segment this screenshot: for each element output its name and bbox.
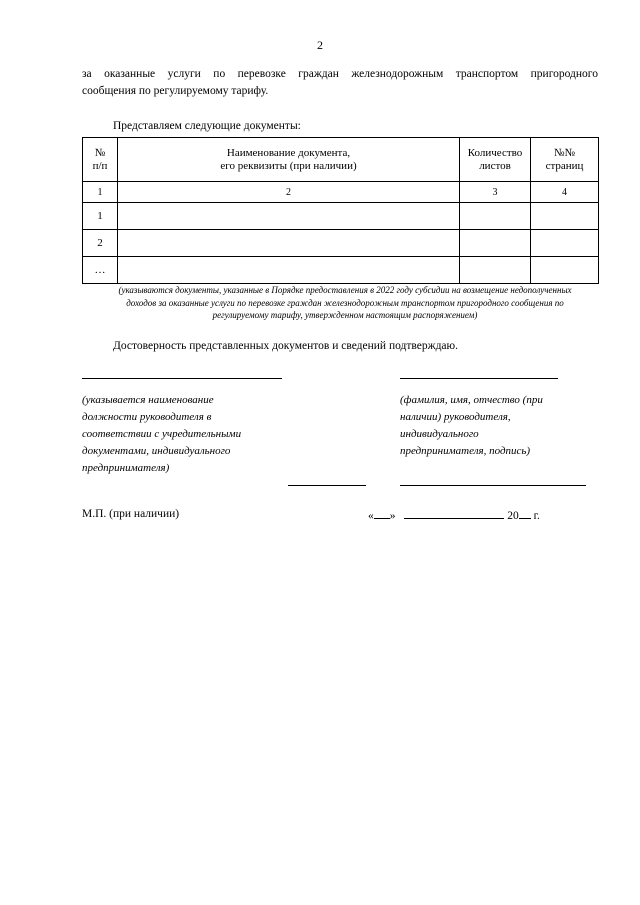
header-document-name: Наименование документа, его реквизиты (при наличии)	[118, 138, 460, 182]
row-number: 2	[83, 230, 118, 257]
year-blank[interactable]	[519, 508, 531, 519]
sheets-count-cell[interactable]	[460, 257, 531, 284]
intro-line-2: сообщения по регулируемому тарифу.	[82, 85, 269, 97]
table-row	[83, 257, 599, 284]
table-row	[83, 203, 599, 230]
column-number: 4	[531, 182, 599, 203]
page-numbers-cell[interactable]	[531, 257, 599, 284]
documents-heading: Представляем следующие документы:	[113, 120, 301, 132]
page-numbers-cell[interactable]	[531, 230, 599, 257]
month-blank[interactable]	[404, 508, 504, 519]
intro-paragraph	[82, 66, 598, 100]
signature-line[interactable]	[288, 485, 366, 486]
seal-label: М.П. (при наличии)	[82, 508, 180, 520]
column-number: 2	[118, 182, 460, 203]
sheets-count-cell[interactable]	[460, 230, 531, 257]
confirmation-statement: Достоверность представленных документов и сведений подтверждаю.	[113, 340, 458, 352]
day-blank[interactable]	[374, 508, 390, 519]
column-number: 3	[460, 182, 531, 203]
position-signature-line[interactable]	[82, 378, 282, 379]
documents-table	[82, 137, 599, 284]
table-row	[83, 230, 599, 257]
signature-decoding-line[interactable]	[400, 485, 586, 486]
page-number: 2	[317, 38, 323, 52]
header-page-numbers: №№ страниц	[531, 138, 599, 182]
document-name-cell[interactable]	[118, 257, 460, 284]
table-header-row	[83, 138, 599, 182]
sheets-count-cell[interactable]	[460, 203, 531, 230]
position-caption: (указывается наименование должности руководителя в соответствии с учредительными документами, индивидуального предпринимателя)	[82, 394, 242, 474]
column-number: 1	[83, 182, 118, 203]
document-name-cell[interactable]	[118, 230, 460, 257]
row-number: 1	[83, 203, 118, 230]
header-sheets-count: Количество листов	[460, 138, 531, 182]
table-note: (указываются документы, указанные в Порядке предоставления в 2022 году субсидии на возмещение недополученных доходов за оказанные услуги по перевозке граждан железнодорожным транспортом пригородного сообщения по регулируемому тарифу, утвержденном настоящим распоряжением)	[118, 285, 572, 320]
name-caption: (фамилия, имя, отчество (при наличии) руководителя, индивидуального предпринимателя, подпись)	[400, 394, 543, 457]
date-field: « » 20 г.	[368, 510, 540, 522]
header-number: № п/п	[83, 138, 118, 182]
name-signature-line[interactable]	[400, 378, 558, 379]
row-number: …	[83, 257, 118, 284]
document-name-cell[interactable]	[118, 203, 460, 230]
intro-line-1: за оказанные услуги по перевозке граждан железнодорожным транспортом пригородного	[82, 68, 598, 80]
page-numbers-cell[interactable]	[531, 203, 599, 230]
column-numbers-row	[83, 182, 599, 203]
